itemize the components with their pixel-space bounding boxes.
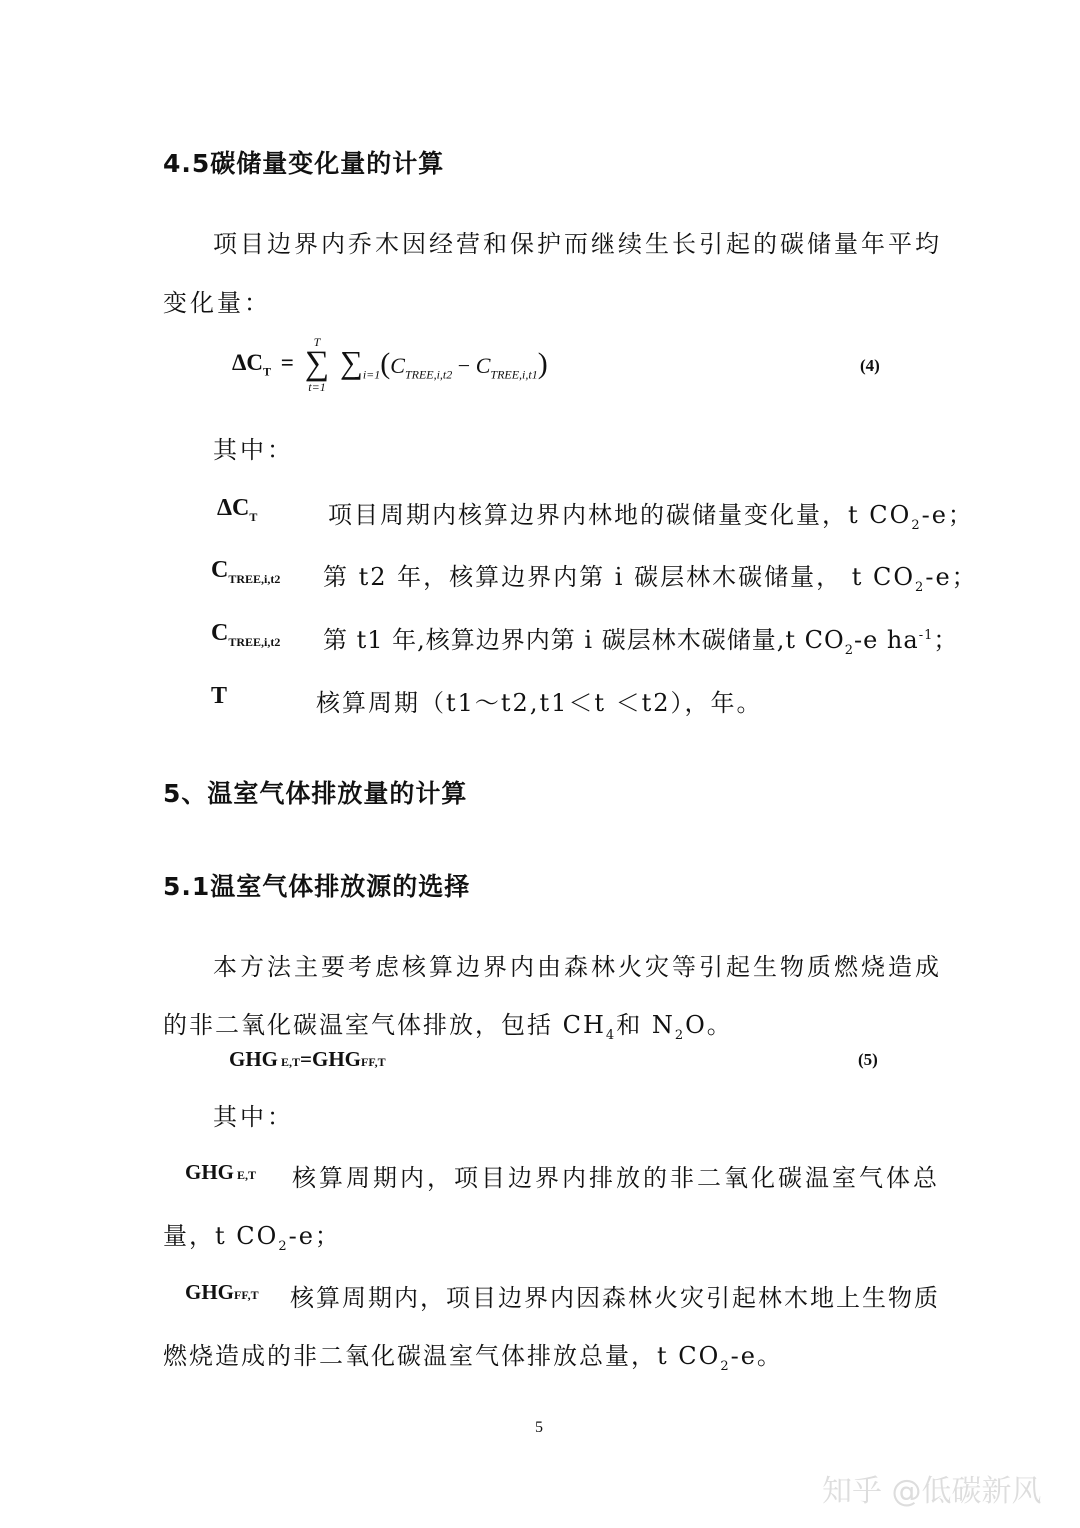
section-heading-4-5: 4.5碳储量变化量的计算 xyxy=(163,149,445,178)
equation-5: GHG E,T=GHGFF,T xyxy=(229,1047,386,1071)
paragraph-line: 项目边界内乔木因经营和保护而继续生长引起的碳储量年平均 xyxy=(213,230,942,258)
def-text-ghg-fft: 核算周期内，项目边界内因森林火灾引起林木地上生物质 xyxy=(290,1284,940,1312)
section-heading-5: 5、温室气体排放量的计算 xyxy=(163,779,468,808)
def-symbol-ctree-t1: $C_{TREE,i,t2}$ xyxy=(211,620,281,649)
def-text-t: 核算周期（t1～t2,t1＜t ＜t2），年。 xyxy=(316,689,763,717)
sum-symbol-outer: T ∑ t=1 xyxy=(304,335,330,394)
def-symbol-ctree-t2: $C_{TREE,i,t2}$ xyxy=(211,557,281,586)
equation-number-5: (5) xyxy=(858,1050,878,1069)
paragraph-line: 本方法主要考虑核算边界内由森林火灾等引起生物质燃烧造成 xyxy=(213,953,942,981)
equation-4-body: $\sum_{i=1}(C_{TREE,i,t2} - C_{TREE,i,t1})$ xyxy=(340,344,548,382)
def-symbol-delta-ct: $\Delta C_T$ xyxy=(217,495,258,524)
def-symbol-ghg-fft: GHGFF,T xyxy=(185,1280,259,1304)
watermark: 知乎 @低碳新风 xyxy=(822,1474,1042,1509)
paragraph-line: 变化量： xyxy=(163,289,271,317)
section-heading-5-1: 5.1温室气体排放源的选择 xyxy=(163,872,471,901)
def-text-ghg-et: 核算周期内，项目边界内排放的非二氧化碳温室气体总 xyxy=(292,1164,940,1192)
paragraph-line: 的非二氧化碳温室气体排放，包括 $CH_4$和 $N_2O$。 xyxy=(163,1011,733,1043)
equation-number-4: (4) xyxy=(860,356,880,375)
where-label: 其中： xyxy=(213,1103,294,1131)
def-text-ghg-et-cont: 量，t $CO_2-e$； xyxy=(163,1222,341,1254)
equation-4-lhs: $\Delta C_T$ = xyxy=(232,350,294,379)
def-text-ctree-t1: 第 t1 年,核算边界内第 i 碳层林木碳储量,t $CO_2-e$ $ha^{-1}$； xyxy=(323,626,959,658)
def-symbol-t: T xyxy=(211,683,228,709)
def-symbol-ghg-et: GHG E,T xyxy=(185,1160,257,1184)
page-number: 5 xyxy=(535,1419,543,1436)
def-text-ghg-fft-cont: 燃烧造成的非二氧化碳温室气体排放总量，t $CO_2-e$。 xyxy=(163,1342,783,1374)
def-text-ctree-t2: 第 t2 年，核算边界内第 i 碳层林木碳储量， t $CO_2-e$； xyxy=(323,563,978,595)
where-label: 其中： xyxy=(213,436,294,464)
def-text-delta-ct: 项目周期内核算边界内林地的碳储量变化量，t $CO_2-e$； xyxy=(328,501,974,533)
